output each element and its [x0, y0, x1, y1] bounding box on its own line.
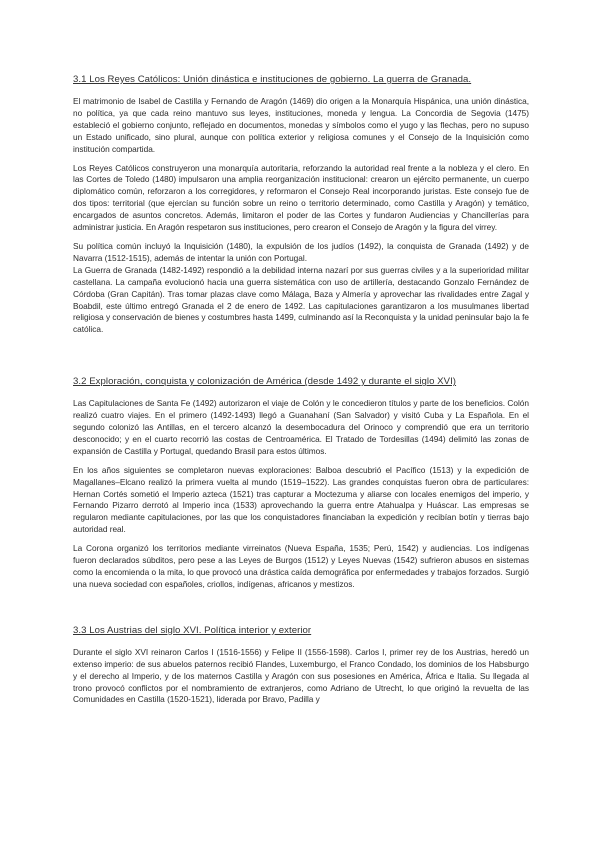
paragraph: La Corona organizó los territorios mediante virreinatos (Nueva España, 1535; Perú, 1542) y audiencias. Los indígenas fueron declarados súbditos, pero pese a las Leyes de Burgos (1512) y Leyes Nuevas (1542) sufrieron abusos en sistemas como la encomienda o la mita, lo que provocó una drástica caída demográfica por enfermedades y trabajos forzados. Surgió una nueva sociedad con españoles, criollos, indígenas, africanos y mestizos. — [73, 543, 529, 589]
document-page — [73, 74, 529, 713]
section-heading: 3.1 Los Reyes Católicos: Unión dinástica e instituciones de gobierno. La guerra de Granada. — [73, 74, 472, 85]
paragraph: Los Reyes Católicos construyeron una monarquía autoritaria, reforzando la autoridad real frente a la nobleza y el clero. En las Cortes de Toledo (1480) impulsaron una amplia reorganización institucional: crearon un ejército permanente, un cuerpo diplomático común, reforzaron a los corregidores, y reformaron el Consejo Real incorporando juristas. Este consejo fue de dos tipos: territorial (que ejercían su función sobre un reino o territorio determinado, como Castilla y Aragón) y temático, encargados de asuntos concretos. Además, limitaron el poder de las Cortes y fundaron Audiencias y Chancillerías para administrar justicia. En Aragón respetaron sus instituciones, pero crearon el Consejo de Aragón y la figura del virrey. — [73, 162, 529, 233]
paragraph: El matrimonio de Isabel de Castilla y Fernando de Aragón (1469) dio origen a la Monarquía Hispánica, una unión dinástica, no política, ya que cada reino mantuvo sus leyes, instituciones, moneda y lengua. La Concordia de Segovia (1475) estableció el gobierno conjunto, reflejado en documentos, monedas y símbolos como el yugo y las flechas, pero no supuso un Estado unificado, sino plural, aunque con política exterior y religiosa comunes y el Consejo de la Inquisición como institución compartida. — [73, 96, 529, 154]
section-heading: 3.3 Los Austrias del siglo XVI. Política interior y exterior — [73, 624, 312, 636]
paragraph: Su política común incluyó la Inquisición (1480), la expulsión de los judíos (1492), la conquista de Granada (1492) y de Navarra (1512-1515), además de intentar la unión con Portugal. — [73, 240, 529, 263]
paragraph: En los años siguientes se completaron nuevas exploraciones: Balboa descubrió el Pacífico (1513) y la expedición de Magallanes–Elcano realizó la primera vuelta al mundo (1519–1522). Las grandes conquistas fueron obra de particulares: Hernan Cortés sometió el Imperio azteca (1521) tras capturar a Moctezuma y aliarse con locales enemigos del imperio, y Fernando Pizarro derrotó al Imperio inca (1533) aprovechando la guerra entre Atahualpa y Huáscar. Las empresas se regularon mediante capitulaciones, por las que los conquistadores financiaban la expedición y recibían botín y tierras bajo autoridad real. — [73, 464, 529, 535]
section-austrias — [73, 625, 529, 707]
paragraph: La Guerra de Granada (1482-1492) respondió a la debilidad interna nazarí por sus guerras civiles y a la superioridad militar castellana. La campaña evolucionó hacia una guerra sistemática con uso de artillería, destacando Gonzalo Fernández de Córdoba (Gran Capitán). Tras tomar plazas clave como Málaga, Baza y Almería y aprovechar las rivalidades entre Zagal y Boabdil, este último entregó Granada el 2 de enero de 1492. Las capitulaciones garantizaron a los musulmanes libertad religiosa y conservación de bienes y costumbres hasta 1499, culminando así la Reconquista y la unidad peninsular bajo la fe católica. — [73, 264, 529, 335]
paragraph: Durante el siglo XVI reinaron Carlos I (1516-1556) y Felipe II (1556-1598). Carlos I, primer rey de los Austrias, heredó un extenso imperio: de sus abuelos paternos recibió Flandes, Luxemburgo, el Franco Condado, los dominios de los Habsburgo y el derecho al Imperio, y de los maternos Castilla y Aragón con sus posesiones en América, África e Italia. Su llegada al trono provocó conflictos por el nombramiento de extranjeros, como Adriano de Utrecht, lo que originó la revuelta de las Comunidades en Castilla (1520-1521), liderada por Bravo, Padilla y — [73, 646, 529, 705]
section-reyes-catolicos — [73, 74, 529, 336]
paragraph: Las Capitulaciones de Santa Fe (1492) autorizaron el viaje de Colón y le concedieron títulos y parte de los beneficios. Colón realizó cuatro viajes. En el primero (1492-1493) llegó a Guanahaní (San Salvador) y visitó Cuba y La Española. En el segundo colonizó las Antillas, en el tercero alcanzó la desembocadura del Orinoco y comprendió que era un territorio desconocido; y en el cuarto recorrió las costas de Centroamérica. El Tratado de Tordesillas (1494) delimitó las zonas de expansión de Castilla y Portugal, quedando Brasil para estos últimos. — [73, 398, 529, 456]
section-america — [73, 376, 529, 591]
section-heading: 3.2 Exploración, conquista y colonización de América (desde 1492 y durante el siglo XVI) — [73, 376, 457, 388]
